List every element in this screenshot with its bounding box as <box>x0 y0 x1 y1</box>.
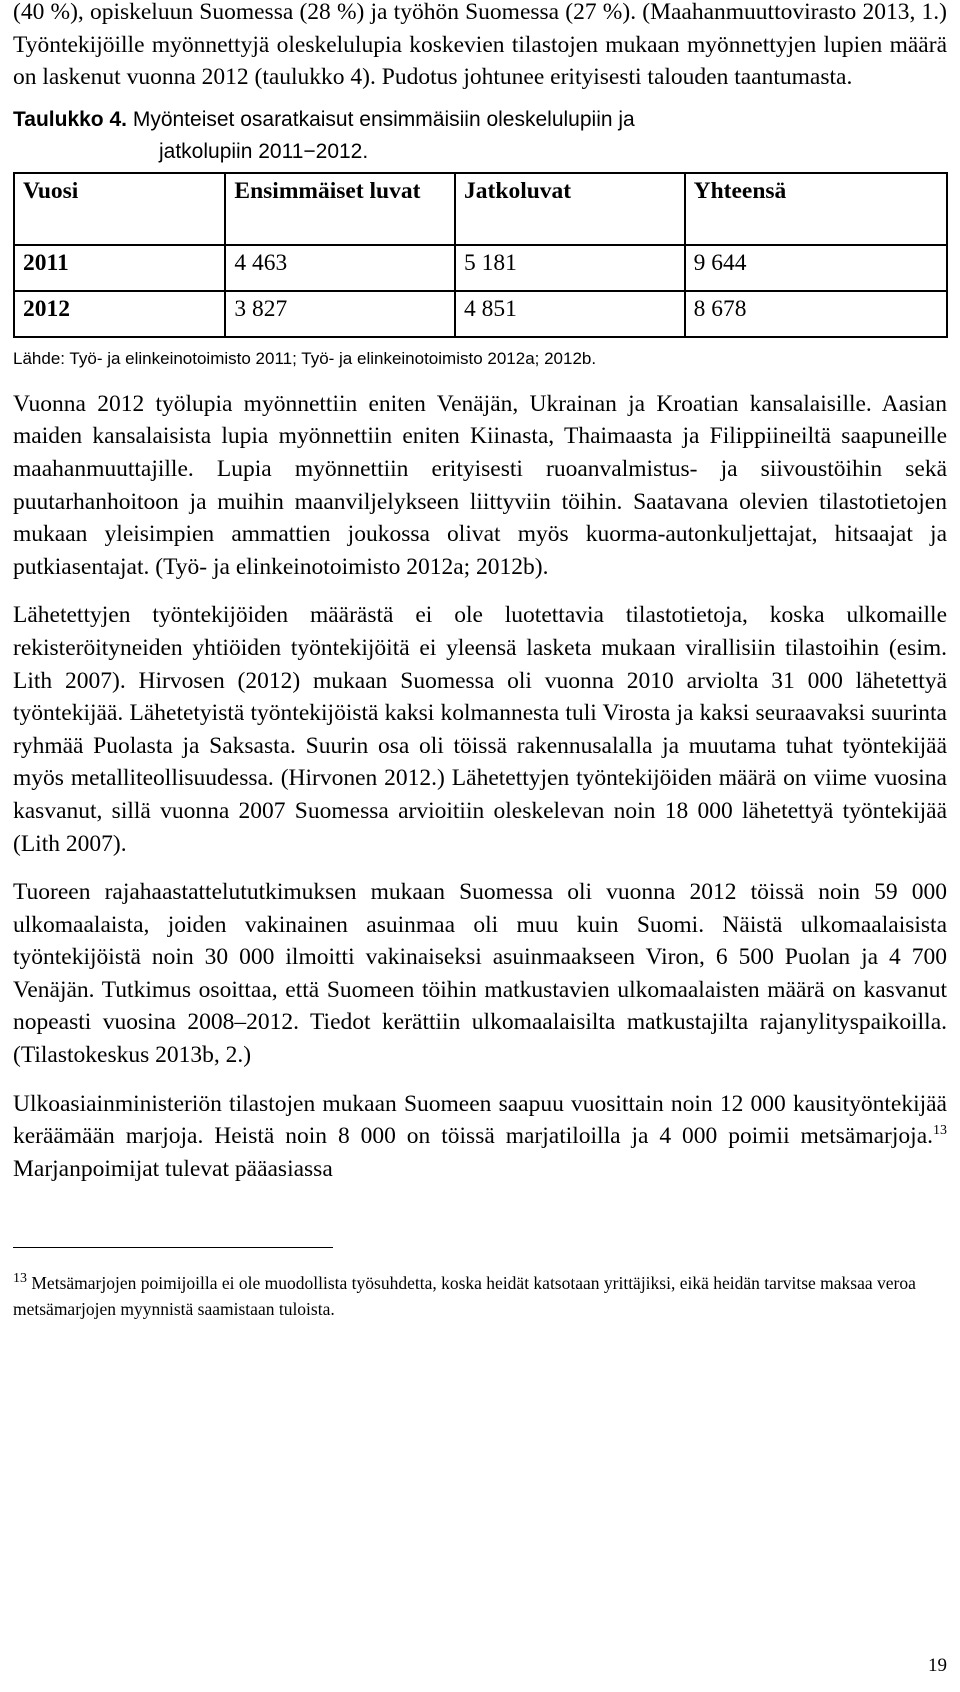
intro-paragraph: (40 %), opiskeluun Suomessa (28 %) ja työhön Suomessa (27 %). (Maahanmuuttovirasto 2013, 1.) Työntekijöille myönnettyjä oleskelulupia koskevien tilastojen mukaan myönnettyjen lupien määrä on laskenut vuonna 2012 (taulukko 4). Pudotus johtunee erityisesti talouden taantumasta. <box>13 0 947 91</box>
footnote-reference[interactable]: 13 <box>933 1123 947 1139</box>
cell-year: 2011 <box>14 245 225 291</box>
header-vuosi: Vuosi <box>14 173 225 245</box>
body-paragraph-posted-workers: Lähetettyjen työntekijöiden määrästä ei ole luotettavia tilastotietoja, koska ulkomaille rekisteröityneiden yhtiöiden työntekijöitä ei yleensä lasketa mukaan virallisiin tilastoihin (esim. Lith 2007). Hirvosen (2012) mukaan Suomessa oli vuonna 2010 arviolta 31 000 lähetettyä työntekijää. Lähetetyistä työntekijöistä kaksi kolmannesta tuli Virosta ja kaksi seuraavaksi suurinta ryhmää Puolasta ja Saksasta. Suurin osa oli töissä rakennusalalla ja muutama tuhat työntekijää myös metalliteollisuudessa. (Hirvonen 2012.) Lähetettyjen työntekijöiden määrä on viime vuosina kasvanut, sillä vuonna 2007 Suomessa arvioitiin oleskelevan noin 18 000 lähetettyä työntekijää (Lith 2007). <box>13 602 947 857</box>
cell-first-permits: 3 827 <box>225 291 455 337</box>
footnote-text: Metsämarjojen poimijoilla ei ole muodollista työsuhdetta, koska heidät katsotaan yrittäjiksi, eikä heidän tarvitse maksaa veroa metsämarjojen myynnistä saamistaan tuloista. <box>13 1273 916 1320</box>
cell-total: 8 678 <box>685 291 947 337</box>
header-jatkoluvat: Jatkoluvat <box>455 173 685 245</box>
table-source: Lähde: Työ- ja elinkeinotoimisto 2011; Työ- ja elinkeinotoimisto 2012a; 2012b. <box>13 348 597 368</box>
table-row <box>14 291 947 337</box>
cell-extended-permits: 4 851 <box>455 291 685 337</box>
table-caption-label: Taulukko 4. <box>13 107 127 131</box>
body-paragraph-border-survey: Tuoreen rajahaastattelututkimuksen mukaan Suomessa oli vuonna 2012 töissä noin 59 000 ulkomaalaista, joiden vakinainen asuinmaa oli muu kuin Suomi. Näistä ulkomaalaisista työntekijöistä noin 30 000 ilmoitti vakinaiseksi asuinmaakseen Viron, 6 500 Puolan ja 4 700 Venäjän. Tutkimus osoittaa, että Suomeen töihin matkustavien ulkomaalaisten määrä on kasvanut nopeasti vuosina 2008–2012. Tiedot kerättiin ulkomaalaisilta matkustajilta rajanylityspaikoilla. (Tilastokeskus 2013b, 2.) <box>13 879 947 1069</box>
table-header-row <box>14 173 947 245</box>
paragraph-text: Marjanpoimijat tulevat pääasiassa <box>13 1155 333 1182</box>
footnote-divider <box>13 1247 333 1248</box>
table-row <box>14 245 947 291</box>
document-page <box>13 0 947 1322</box>
cell-year: 2012 <box>14 291 225 337</box>
paragraph-text: Ulkoasiainministeriön tilastojen mukaan Suomeen saapuu vuosittain noin 12 000 kausityöntekijää keräämään marjoja. Heistä noin 8 000 on töissä marjatiloilla ja 4 000 poimii metsämarjoja. <box>13 1090 947 1150</box>
table-caption-title-line2: jatkolupiin 2011−2012. <box>159 139 369 163</box>
page-number: 19 <box>928 1655 947 1676</box>
permits-table <box>13 172 948 338</box>
body-paragraph-berry-pickers <box>13 1088 947 1186</box>
header-ensimmaiset-luvat: Ensimmäiset luvat <box>225 173 455 245</box>
cell-total: 9 644 <box>685 245 947 291</box>
header-yhteensa: Yhteensä <box>685 173 947 245</box>
body-paragraph-work-permits: Vuonna 2012 työlupia myönnettiin eniten Venäjän, Ukrainan ja Kroatian kansalaisille. Aasian maiden kansalaisista lupia myönnettiin eniten Kiinasta, Thaimaasta ja Filippiineiltä saapuneille maahanmuuttajille. Lupia myönnettiin erityisesti ruoanvalmistus- ja siivoustöihin sekä puutarhanhoitoon ja muihin maanviljelykseen liittyviin töihin. Saatavana olevien tilastotietojen mukaan yleisimpien ammattien joukossa olivat myös kuorma-autonkuljettajat, hitsaajat ja putkiasentajat. (Työ- ja elinkeinotoimisto 2012a; 2012b). <box>13 390 947 580</box>
cell-first-permits: 4 463 <box>225 245 455 291</box>
table-caption <box>13 104 947 168</box>
cell-extended-permits: 5 181 <box>455 245 685 291</box>
footnote-marker: 13 <box>13 1271 27 1287</box>
footnote <box>13 1270 947 1322</box>
table-caption-title-line1: Myönteiset osaratkaisut ensimmäisiin oleskelulupiin ja <box>132 107 635 131</box>
